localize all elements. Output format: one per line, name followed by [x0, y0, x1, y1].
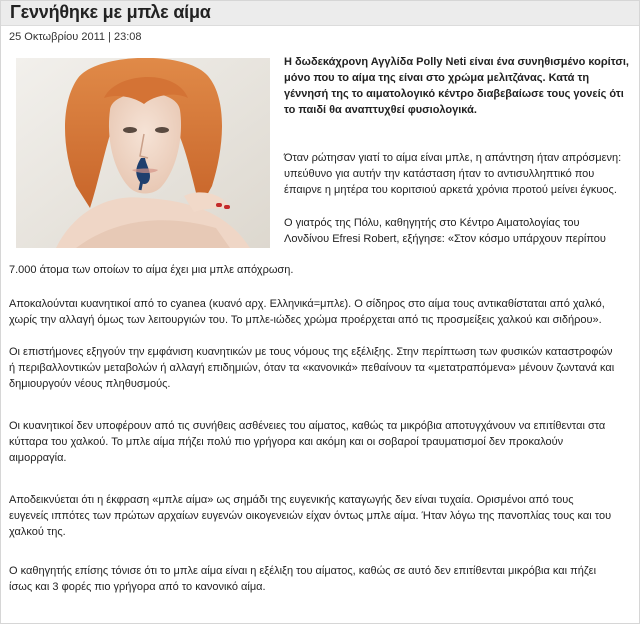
- paragraph-line: 7.000 άτομα των οποίων το αίμα έχει μια μπλε απόχρωση.: [9, 264, 294, 276]
- paragraph-line: έπαιρνε η μητέρα του κοριτσιού αρκετά χρόνια προτού μείνει έγκυος.: [284, 184, 617, 196]
- paragraph-line: Λονδίνου Efresi Robert, εξήγησε: «Στον κόσμο υπάρχουν περίπου: [284, 233, 606, 245]
- title-bar: [1, 1, 639, 26]
- paragraph-line: ή περιβαλλοντικών μεταβολών ή αλλαγή επιδημιών, όταν τα «κανονικά» πεθαίνουν τα «μετατραπόμενα» μένουν ζωντανά και: [9, 362, 615, 374]
- paragraph-line: χαλκού της.: [9, 526, 66, 538]
- paragraph-line: ευγενείς ιππότες των πρώτων αρχαίων ευγενών οικογενειών είχαν όντως μπλε αίμα. Ήταν λόγω της πανοπλίας τους και του: [9, 510, 612, 522]
- lead-line: το παιδί θα αναπτυχθεί φυσιολογικά.: [284, 104, 477, 116]
- paragraph-7: [9, 563, 629, 595]
- paragraph-line: χωρίς την αλλαγή όμως των λειτουργιών του. Το μπλε-ιώδες χρώμα προέρχεται από τις προσμείξεις χαλκού και σιδήρου».: [9, 314, 602, 326]
- paragraph-line: αιμορραγία.: [9, 452, 67, 464]
- paragraph-line: Ο καθηγητής επίσης τόνισε ότι το μπλε αίμα είναι η εξέλιξη του αίματος, καθώς σε αυτό δεν επιτίθενται μικρόβια και πήζει: [9, 565, 597, 577]
- paragraph-2: [284, 215, 628, 247]
- paragraph-line: κύτταρα του χαλκού. Το μπλε αίμα πήζει πολύ πιο γρήγορα και ακόμη και οι σοβαροί τραυματισμοί δεν προκαλούν: [9, 436, 564, 448]
- paragraph-line: δημιουργούν νέους πληθυσμούς.: [9, 378, 171, 390]
- paragraph-line: υπεύθυνο για αυτήν την κατάσταση ήταν το αντισυλληπτικό που: [284, 168, 595, 180]
- lead-line: μόνο που το αίμα της είναι στο χρώμα μελιτζάνας. Κατά τη: [284, 72, 590, 84]
- paragraph-2-continued: [9, 262, 629, 278]
- article-title: Γεννήθηκε με μπλε αίμα: [10, 2, 211, 22]
- lead-line: γέννησή της το αιματολογικό κέντρο διαβεβαίωσε τους γονείς ότι: [284, 88, 624, 100]
- paragraph-5: [9, 418, 629, 466]
- paragraph-3: [9, 296, 629, 328]
- paragraph-line: ίσως και 3 φορές πιο γρήγορα από το κανονικό αίμα.: [9, 581, 266, 593]
- portrait-photo-icon: [16, 58, 270, 248]
- paragraph-6: [9, 492, 629, 540]
- paragraph-line: Αποδεικνύεται ότι η έκφραση «μπλε αίμα» ως σημάδι της ευγενικής καταγωγής δεν είναι τυχαία. Ορισμένοι από τους: [9, 494, 574, 506]
- lead-line: Η δωδεκάχρονη Αγγλίδα Polly Neti είναι ένα συνηθισμένο κορίτσι,: [284, 56, 629, 68]
- paragraph-line: Ο γιατρός της Πόλυ, καθηγητής στο Κέντρο Αιματολογίας του: [284, 217, 580, 229]
- paragraph-line: Αποκαλούνται κυανητικοί από το cyanea (κυανό αρχ. Ελληνικά=μπλε). Ο σίδηρος στο αίμα τους αντικαθίσταται από χαλκό,: [9, 298, 605, 310]
- paragraph-line: Οι κυανητικοί δεν υποφέρουν από τις συνήθεις ασθένειες του αίματος, καθώς τα μικρόβια αποτυγχάνουν να επιτίθενται στα: [9, 420, 606, 432]
- paragraph-line: Όταν ρώτησαν γιατί το αίμα είναι μπλε, η απάντηση ήταν απρόσμενη:: [284, 152, 622, 164]
- paragraph-line: Οι επιστήμονες εξηγούν την εμφάνιση κυανητικών με τους νόμους της εξέλιξης. Στην περίπτωση των φυσικών καταστροφών: [9, 346, 613, 358]
- article-lead: [284, 54, 628, 118]
- article-dateline: 25 Οκτωβρίου 2011 | 23:08: [9, 31, 142, 43]
- paragraph-4: [9, 344, 629, 392]
- paragraph-1: [284, 150, 628, 198]
